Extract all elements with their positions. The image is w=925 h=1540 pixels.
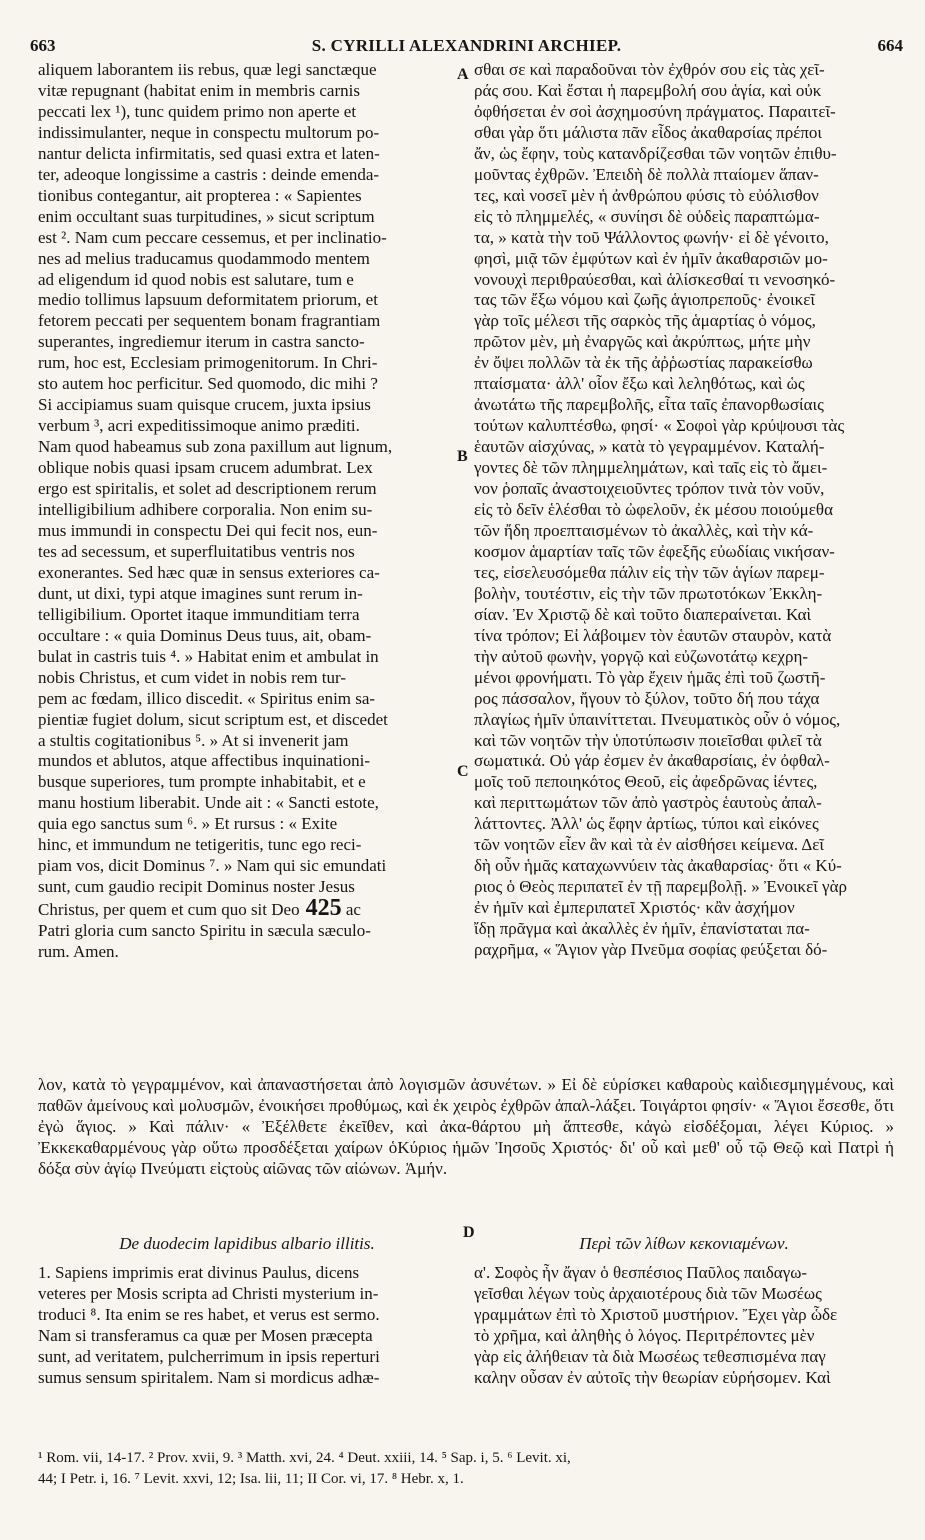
greek-text-line: πλαγίως ἡμῖν ὑπαινίττεται. Πνευματικὸς οὖν ὁ νόμος, <box>474 709 841 729</box>
latin-text-line: hinc, et immundum ne tetigeritis, tunc ego reci- <box>38 835 362 855</box>
margin-marker-c: C <box>457 763 469 780</box>
greek-full-line: διεσμηγμένους, καὶ παθῶν ἀμείνους καὶ μολυσμῶν, ἐνοικήσει προθύμως, καὶ ἐκ χειρὸς ἐχθρῶν ἀπαλ- <box>38 1075 894 1115</box>
footnote-line: ¹ Rom. vii, 14-17. ² Prov. xvii, 9. ³ Matth. xvi, 24. ⁴ Deut. xxiii, 14. ⁵ Sap. i, 5. ⁶ Levit. xi, <box>38 1450 571 1466</box>
page-header <box>30 36 903 60</box>
greek-text-line: νονουχὶ περιθραύεσθαι, καὶ ἁλίσκεσθαί τι νενοσηκό- <box>474 269 836 289</box>
greek-text-line: εἰς τὸ πλημμελές, « συνίησι δὲ οὐδεὶς παραπτώμα- <box>474 206 820 226</box>
latin-text-line: bulat in castris tuis ⁴. » Habitat enim et ambulat in <box>38 646 379 666</box>
latin-text-line: sumus sensum spiritalem. Nam si mordicus adhæ- <box>38 1367 380 1387</box>
greek-text-line: τες, εἰσελευσόμεθα πάλιν εἰς τὴν τῶν ἁγίων παρεμ- <box>474 562 825 582</box>
greek-text-line: α'. Σοφὸς ἦν ἄγαν ὁ θεσπέσιος Παῦλος παιδαγω- <box>474 1263 808 1282</box>
latin-text-line: tionibus contegantur, ait propterea : « Sapientes <box>38 185 362 205</box>
latin-text-line: ergo est spiritalis, et solet ad descriptionem rerum <box>38 479 377 499</box>
greek-text-line: ραχρῆμα, « Ἅγιον γὰρ Πνεῦμα σοφίας φεύξεται δό- <box>474 940 828 960</box>
latin-text-line: superantes, ingrediemur iterum in castra sancto- <box>38 332 365 352</box>
latin-text-line: 1. Sapiens imprimis erat divinus Paulus, dicens <box>38 1263 360 1282</box>
latin-text-line: intelligibilium adhibere corporalia. Non enim su- <box>38 500 373 520</box>
greek-text-line: ράς σου. Καὶ ἔσται ἡ παρεμβολή σου ἁγία, καὶ οὐκ <box>474 80 822 100</box>
greek-text-line: ριος ὁ Θεὸς περιπατεῖ ἐν τῇ παρεμβολῇ. » Ἐνοικεῖ γὰρ <box>474 877 847 897</box>
latin-text-line: enim occultant suas turpitudines, » sicut scriptum <box>38 206 375 226</box>
greek-text-line: ἄν, ὡς ἔφην, τοὺς κατανδρίζεσθαι τῶν νοητῶν ἐπιθυ- <box>474 143 837 163</box>
latin-text-line: piam vos, dicit Dominus ⁷. » Nam qui sic emundati <box>38 856 387 876</box>
latin-text-line: oblique nobis quasi ipsam crucem adumbrat. Lex <box>38 458 373 478</box>
greek-full-line: λον, κατὰ τὸ γεγραμμένον, καὶ ἀπαναστήσεται ἀπὸ λογισμῶν ἀσυνέτων. » Εἰ δὲ εὑρίσκει καθαροὺς καὶ <box>38 1075 761 1094</box>
page-number-left: 663 <box>30 36 56 55</box>
greek-text-line: ὀφθήσεται ἐν σοὶ ἀσχημοσύνη πράγματος. Παραιτεῖ- <box>474 101 836 121</box>
greek-text-line: εἰς τὸ δεῖν ἑλέσθαι τὸ ὠφελοῦν, ἐκ μέσου ποιούμεθα <box>474 500 833 520</box>
latin-text-line: sunt, cum gaudio recipit Dominus noster Jesus <box>38 877 355 897</box>
greek-text-line: μοῦντας ἐχθρῶν. Ἐπειδὴ δὲ πολλὰ πταίομεν ἅπαν- <box>474 164 819 184</box>
latin-text-line: dunt, ut dixi, typi atque imagines sunt rerum in- <box>38 583 363 603</box>
latin-text-line: veteres per Mosis scripta ad Christi mysterium in- <box>38 1283 379 1303</box>
greek-text-line: ρος πάσσαλον, ἤγουν τὸ ξύλον, τοῦτο δή που τάχα <box>474 688 820 708</box>
column-number: 425 <box>299 898 342 922</box>
greek-section-title: Περὶ τῶν λίθων κεκονιαμένων. <box>579 1234 789 1253</box>
greek-text-line: δὴ οὖν ἡμᾶς καταχωννύειν τὰς ἀκαθαρσίας· ὅτι « Κύ- <box>474 856 842 876</box>
latin-text-line: troduci ⁸. Ita enim se res habet, et verus est sermo. <box>38 1304 380 1324</box>
greek-full-width-text <box>38 1074 894 1179</box>
greek-text-line: φησὶ, μιᾷ τῶν ἐμφύτων καὶ ἐν ἡμῖν ἀκαθαρσιῶν μο- <box>474 248 828 268</box>
greek-text-line: τα, » κατὰ τὴν τοῦ Ψάλλοντος φωνήν· εἰ δὲ γένοιτο, <box>474 227 829 247</box>
latin-text-line: nantur delicta infirmitatis, sed quasi extra et laten- <box>38 143 380 163</box>
latin-text-line: rum, hoc est, Ecclesiam primogenitorum. In Chri- <box>38 353 378 373</box>
greek-column-bottom <box>474 1263 894 1389</box>
page-number-right: 664 <box>877 36 903 55</box>
greek-text-line: καὶ τῶν νοητῶν τὴν ὑποτύπωσιν ποιεῖσθαι φιλεῖ τὰ <box>474 730 822 750</box>
latin-text-line: Nam si transferamus ca quæ per Mosen præcepta <box>38 1325 373 1345</box>
latin-column-top <box>38 60 456 1072</box>
latin-text-line: exonerantes. Sed hæc quæ in sensus exteriores ca- <box>38 562 380 582</box>
greek-full-line: θάρτου μὴ ἅπτεσθε, κἀγὼ εἰσδέξομαι, λέγει Κύριος. » Ἐκκεκαθαρμένους γὰρ οὕτω προσδέξεται χαίρων ὁ <box>38 1117 894 1157</box>
latin-text-line: mus immundi in conspectu Dei qui fecit nos, eun- <box>38 520 378 540</box>
greek-text-line: ἑαυτῶν αἰσχύνας, » κατὰ τὸ γεγραμμένον. Καταλή- <box>474 437 825 457</box>
margin-marker-a: A <box>457 66 469 83</box>
greek-text-line: σθαι σε καὶ παραδοῦναι τὸν ἐχθρόν σου εἰς τὰς χεῖ- <box>474 60 825 79</box>
greek-text-line: τῶν ἤδη προεπταισμένων τὸ ἀκαλλὲς, καὶ τὴν κά- <box>474 520 814 540</box>
greek-text-line: τὸ χρῆμα, καὶ ἀληθὴς ὁ λόγος. Περιτρέποντες μὲν <box>474 1325 815 1345</box>
greek-text-line: καλην οὖσαν ἐν αὐτοῖς τὴν θεωρίαν εὑρήσομεν. Καὶ <box>474 1367 831 1387</box>
greek-text-line: ἀνωτάτω τῆς παρεμβολῆς, εἶτα ταῖς ἐπανορθωσίαις <box>474 395 824 415</box>
running-title: S. CYRILLI ALEXANDRINI ARCHIEP. <box>311 36 622 55</box>
latin-text-line: est ². Nam cum peccare cessemus, et per inclinatio- <box>38 227 387 247</box>
greek-text-line: ἐν ὄψει πολλῶν τὰ ἐκ τῆς ἀῤῥωστίας παρακείσθω <box>474 353 813 373</box>
latin-text-line: a stultis cogitationibus ⁵. » At si invenerit jam <box>38 730 349 750</box>
latin-text-line: pem ac fœdam, illico discedit. « Spiritus enim sa- <box>38 688 376 708</box>
greek-text-line: σθαι γὰρ ὅτι μάλιστα πᾶν εἶδος ἀκαθαρσίας πρέποι <box>474 122 823 142</box>
footnotes <box>38 1448 898 1490</box>
greek-text-line: γὰρ τοῖς μέλεσι τῆς σαρκὸς τῆς ἁμαρτίας ὁ νόμος, <box>474 311 816 331</box>
latin-text-line: medio tollimus lapsuum deformitatem priorum, et <box>38 290 378 310</box>
greek-text-line: βολὴν, τουτέστιν, εἰς τὴν τῶν πρωτοτόκων Ἐκκλη- <box>474 583 823 603</box>
greek-text-line: τῶν νοητῶν εἶεν ἂν καὶ τὰ ἐν αἰσθήσει κείμενα. Δεῖ <box>474 835 824 855</box>
latin-column-bottom <box>38 1263 456 1389</box>
greek-text-line: νον ῥοπαῖς ἀναστοιχειοῦντες τρόπον τινὰ τὸν νοῦν, <box>474 479 825 499</box>
greek-text-line: μοῖς τοῦ πεποιηκότος Θεοῦ, εἰς ἀφεδρῶνας ἰέντες, <box>474 772 818 792</box>
latin-text-line: ter, adeoque longissime a castris : deinde emenda- <box>38 164 380 184</box>
greek-text-line: τας τῶν ἔξω νόμου καὶ ζωῆς ἁγιοπρεποῦς· ἐνοικεῖ <box>474 290 815 310</box>
greek-full-line: τοὺς αἰῶνας τῶν αἰώνων. Ἀμήν. <box>228 1159 448 1178</box>
latin-text-line: Christus, per quem et cum quo sit Deo 425 ac <box>38 898 456 921</box>
margin-marker-b: B <box>457 448 468 465</box>
greek-text-line: γοντες δὲ τῶν πλημμελημάτων, καὶ ταῖς εἰς τὸ ἄμει- <box>474 458 828 478</box>
greek-text-line: ἐν ἡμῖν καὶ ἐμπεριπατεῖ Χριστός· κἂν ἀσχήμον <box>474 898 795 918</box>
latin-text-line: nobis Christus, et cum videt in nobis rem tur- <box>38 667 346 687</box>
latin-text-line: quia ego sanctus sum ⁶. » Et rursus : « Exite <box>38 814 338 834</box>
greek-text-line: μένοι φρονήματι. Τὸ γὰρ ἔχειν ἡμᾶς ἐπὶ τοῦ ζωστῆ- <box>474 667 826 687</box>
greek-full-line: Κύριος ἡμῶν Ἰησοῦς Χριστός· δι' οὗ καὶ μεθ' οὗ τῷ Θεῷ καὶ Πατρὶ ἡ δόξα σὺν ἁγίῳ Πνεύματι εἰς <box>38 1138 894 1178</box>
greek-text-line: τὴν αὐτοῦ φωνὴν, γοργῷ καὶ εὐζωνοτάτῳ κεχρη- <box>474 646 808 666</box>
latin-text-line: Patri gloria cum sancto Spiritu in sæcula sæculo- <box>38 921 371 941</box>
latin-text-line: manu hostium liberabit. Unde ait : « Sancti estote, <box>38 793 379 813</box>
latin-text-line: nes ad melius traducamus quodammodo mentem <box>38 248 370 268</box>
greek-text-line: τίνα τρόπον; Εἰ λάβοιμεν τὸν ἑαυτῶν σταυρὸν, κατὰ <box>474 625 832 645</box>
greek-text-line: ἴδῃ πρᾶγμα καὶ ἀκαλλὲς ἐν ἡμῖν, ἐπανίσταται πα- <box>474 919 810 939</box>
latin-text-line: aliquem laborantem iis rebus, quæ legi sanctæque <box>38 60 377 79</box>
latin-text-line: Si accipiamus suam quisque crucem, juxta ipsius <box>38 395 371 415</box>
greek-text-line: γεῖσθαι λέγων τοὺς ἀρχαιοτέρους διὰ τῶν Μωσέως <box>474 1283 822 1303</box>
latin-text-line: ad eligendum id quod nobis est salutare, tum e <box>38 269 354 289</box>
latin-section-title: De duodecim lapidibus albario illitis. <box>119 1234 375 1253</box>
greek-text-line: πταίσματα· ἀλλ' οἷον ἔξω καὶ λεληθότως, καὶ ὡς <box>474 374 805 394</box>
latin-text-line: pientiæ fugiet dolum, sicut scriptum est, et discedet <box>38 709 388 729</box>
latin-text-line: busque superiores, tum prompte inhabitabit, et e <box>38 772 366 792</box>
latin-text-line: fetorem peccati per sequentem bonam fragrantiam <box>38 311 381 331</box>
latin-text-line: peccati lex ¹), tunc quidem primo non aperte et <box>38 101 357 121</box>
margin-marker-d: D <box>463 1224 475 1241</box>
latin-text-line: tes ad secessum, et superfluitatibus ventris nos <box>38 541 355 561</box>
latin-text-line: vitæ repugnant (habitat enim in membris carnis <box>38 80 360 100</box>
greek-text-line: τες, καὶ νοσεῖ μὲν ἡ ἀνθρώπου φύσις τὸ εὐόλισθον <box>474 185 819 205</box>
latin-text-line: indissimulanter, neque in conspectu multorum po- <box>38 122 380 142</box>
greek-text-line: καὶ περιττωμάτων τῶν ἀπὸ γαστρὸς ἑαυτοὺς ἀπαλ- <box>474 793 822 813</box>
latin-text-line: occultare : « quia Dominus Deus tuus, ait, obam- <box>38 625 372 645</box>
greek-text-line: γραμμάτων ἐπὶ τὸ Χριστοῦ μυστήριον. Ἔχει γὰρ ὧδε <box>474 1304 838 1324</box>
footnote-line: 44; I Petr. i, 16. ⁷ Levit. xxvi, 12; Isa. lii, 11; II Cor. vi, 17. ⁸ Hebr. x, 1. <box>38 1471 464 1487</box>
latin-text-line: Nam quod habeamus sub zona paxillum aut lignum, <box>38 437 393 457</box>
greek-text-line: τούτων καλυπτέσθω, φησί· « Σοφοὶ γὰρ κρύψουσι τὰς <box>474 416 845 436</box>
greek-text-line: σίαν. Ἐν Χριστῷ δὲ καὶ τοῦτο διαπεραίνεται. Καὶ <box>474 604 812 624</box>
latin-text-line: verbum ³, acri expeditissimoque animo præditi. <box>38 416 360 436</box>
latin-text-line: telligibilium. Oportet itaque immunditiam terra <box>38 604 360 624</box>
greek-text-line: λάττοντες. Ἀλλ' ὡς ἔφην ἀρτίως, τύποι καὶ εἰκόνες <box>474 814 819 834</box>
latin-text-line: sunt, ad veritatem, pulcherrimum in ipsis reperturi <box>38 1346 380 1366</box>
latin-text-line: mundos et ablutos, atque affectibus inquinationi- <box>38 751 371 771</box>
greek-column-top <box>474 60 894 1072</box>
greek-text-line: σωματικά. Οὐ γάρ ἐσμεν ἐν ἀκαθαρσίαις, ἐν ὀφθαλ- <box>474 751 830 771</box>
latin-text-line: rum. Amen. <box>38 942 119 962</box>
greek-text-line: πρῶτον μὲν, μὴ ἐναργῶς καὶ ἀκρύπτως, μήτε μὴν <box>474 332 811 352</box>
greek-text-line: γὰρ εἰς ἀλήθειαν τὰ διὰ Μωσέως τεθεσπισμένα παγ <box>474 1346 826 1366</box>
greek-full-line: λάξει. Τοιγάρτοι φησίν· « Ἅγιοι ἔσεσθε, ὅτι ἐγὼ ἅγιος. » Καὶ πάλιν· « Ἐξέλθετε ἐκεῖθεν, καὶ ἀκα- <box>38 1096 894 1136</box>
latin-text-line: sto autem hoc perficitur. Sed quomodo, dic mihi ? <box>38 374 378 394</box>
greek-text-line: κοσμον ἁμαρτίαν ταῖς τῶν ἐφεξῆς εὐωδίαις νικήσαν- <box>474 541 835 561</box>
column-number-suffix: ac <box>341 900 361 920</box>
